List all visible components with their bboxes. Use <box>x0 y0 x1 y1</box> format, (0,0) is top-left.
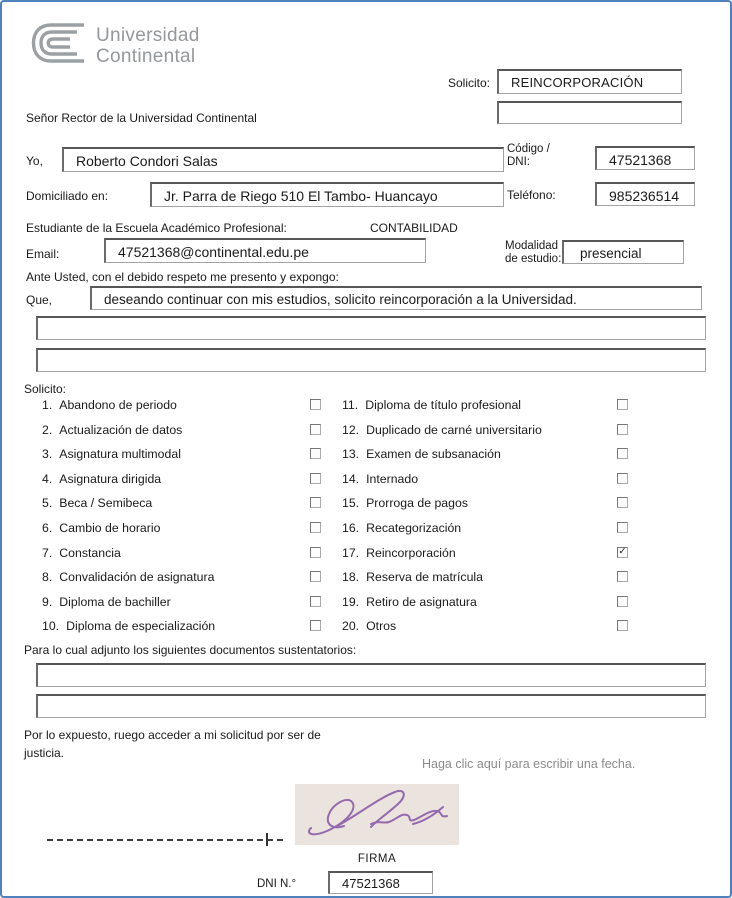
signature-dashed-line <box>47 839 283 841</box>
checklist-item-13 <box>342 447 628 472</box>
checklist-left-column <box>42 398 321 644</box>
checklist-item-15 <box>342 496 628 521</box>
request-extra-field-2[interactable] <box>36 348 706 372</box>
escuela-value: CONTABILIDAD <box>370 221 458 235</box>
item-label: Examen de subsanación <box>366 447 501 462</box>
request-text-field[interactable]: deseando continuar con mis estudios, solicito reincorporación a la Universidad. <box>90 286 702 310</box>
intro-line: Ante Usted, con el debido respeto me presento y expongo: <box>26 270 339 284</box>
checkbox[interactable] <box>310 620 321 631</box>
codigo-dni-field[interactable]: 47521368 <box>595 146 695 170</box>
closing-line-2: justicia. <box>24 746 65 760</box>
checkbox[interactable] <box>617 596 628 607</box>
item-label: Duplicado de carné universitario <box>366 422 542 437</box>
checklist-title: Solicito: <box>24 382 67 396</box>
item-label: Diploma de bachiller <box>59 594 171 609</box>
checkbox[interactable] <box>310 497 321 508</box>
universidad-continental-logo-icon <box>30 20 86 71</box>
item-number: 3. <box>42 447 53 462</box>
checklist-item-11 <box>342 398 628 423</box>
checkbox[interactable] <box>310 596 321 607</box>
item-number: 13. <box>342 447 360 462</box>
item-number: 2. <box>42 422 53 437</box>
item-number: 8. <box>42 570 53 585</box>
modalidad-field[interactable]: presencial <box>562 240 684 264</box>
checklist-item-9 <box>42 595 321 620</box>
checklist-right-column <box>342 398 628 644</box>
checklist-item-4 <box>42 472 321 497</box>
checklist-item-18 <box>342 570 628 595</box>
dni-field[interactable]: 47521368 <box>328 871 433 894</box>
item-label: Cambio de horario <box>59 520 161 535</box>
item-label: Retiro de asignatura <box>366 594 477 609</box>
escuela-label: Estudiante de la Escuela Académico Profesional: <box>26 221 287 235</box>
item-number: 5. <box>42 496 53 511</box>
checkbox[interactable] <box>310 424 321 435</box>
signature-image <box>295 784 459 845</box>
checkbox[interactable] <box>617 522 628 533</box>
checkbox[interactable] <box>310 448 321 459</box>
item-label: Diploma de especialización <box>66 619 216 634</box>
solicito-value-field[interactable]: REINCORPORACIÓN <box>497 69 682 94</box>
modalidad-label: Modalidad de estudio: <box>505 240 562 265</box>
email-field[interactable]: 47521368@continental.edu.pe <box>104 238 426 263</box>
checkbox[interactable] <box>617 620 628 631</box>
checkbox[interactable] <box>617 448 628 459</box>
checkbox[interactable] <box>617 399 628 410</box>
checklist-item-14 <box>342 472 628 497</box>
item-number: 10. <box>42 619 60 634</box>
checklist-item-6 <box>42 521 321 546</box>
checkbox[interactable] <box>617 497 628 508</box>
solicito-header-label: Solicito: <box>447 76 490 90</box>
checklist-item-12 <box>342 423 628 448</box>
item-number: 6. <box>42 520 53 535</box>
item-label: Abandono de periodo <box>59 398 177 412</box>
addressee-line: Señor Rector de la Universidad Continental <box>26 111 257 125</box>
checklist-item-1 <box>42 398 321 423</box>
item-label: Prorroga de pagos <box>366 496 468 511</box>
item-number: 9. <box>42 594 53 609</box>
checkbox[interactable] <box>617 547 628 558</box>
checkbox[interactable] <box>617 571 628 582</box>
que-label: Que, <box>26 293 53 307</box>
email-label: Email: <box>26 247 60 261</box>
item-number: 19. <box>342 594 360 609</box>
attachment-field-2[interactable] <box>36 694 706 718</box>
item-label: Reincorporación <box>366 545 456 560</box>
item-number: 14. <box>342 471 360 486</box>
address-field[interactable]: Jr. Parra de Riego 510 El Tambo- Huancayo <box>150 182 504 207</box>
checkbox[interactable] <box>310 522 321 533</box>
checklist-item-16 <box>342 521 628 546</box>
item-label: Otros <box>366 619 397 634</box>
checklist-item-20 <box>342 619 628 644</box>
item-label: Diploma de título profesional <box>365 398 522 412</box>
checkbox[interactable] <box>617 424 628 435</box>
checklist-item-3 <box>42 447 321 472</box>
item-number: 18. <box>342 570 360 585</box>
item-number: 1. <box>42 398 53 412</box>
firma-label: FIRMA <box>357 853 397 865</box>
name-field[interactable]: Roberto Condori Salas <box>62 147 504 172</box>
university-logo <box>30 20 200 71</box>
item-number: 11. <box>342 398 359 412</box>
checklist-item-7 <box>42 546 321 571</box>
item-label: Reserva de matrícula <box>366 570 483 585</box>
item-number: 15. <box>342 496 360 511</box>
signature-line-tick <box>266 833 268 846</box>
solicito-extra-field[interactable] <box>497 101 682 124</box>
checkbox[interactable] <box>310 473 321 484</box>
university-logo-text: Universidad Continental <box>96 24 200 67</box>
codigo-dni-label: Código / DNI: <box>507 143 550 168</box>
item-label: Actualización de datos <box>59 422 183 437</box>
dni-label: DNI N.° <box>257 878 297 890</box>
checklist-item-17 <box>342 546 628 571</box>
item-number: 4. <box>42 471 53 486</box>
checkbox[interactable] <box>617 473 628 484</box>
item-label: Internado <box>366 471 419 486</box>
telefono-field[interactable]: 985236514 <box>595 182 695 206</box>
item-number: 17. <box>342 545 360 560</box>
telefono-label: Teléfono: <box>507 188 556 202</box>
closing-line-1: Por lo expuesto, ruego acceder a mi solicitud por ser de <box>24 728 321 742</box>
checklist-item-10 <box>42 619 321 644</box>
date-picker-placeholder[interactable]: Haga clic aquí para escribir una fecha. <box>422 757 636 771</box>
checkbox[interactable] <box>310 547 321 558</box>
checklist-item-19 <box>342 595 628 620</box>
attachments-intro: Para lo cual adjunto los siguientes documentos sustentatorios: <box>24 643 357 657</box>
item-label: Beca / Semibeca <box>59 496 153 511</box>
item-label: Convalidación de asignatura <box>59 570 215 585</box>
item-number: 20. <box>342 619 360 634</box>
item-label: Constancia <box>59 545 121 560</box>
checklist-item-8 <box>42 570 321 595</box>
item-label: Asignatura multimodal <box>59 447 181 462</box>
checkbox[interactable] <box>310 571 321 582</box>
item-number: 12. <box>342 422 360 437</box>
checkbox[interactable] <box>310 399 321 410</box>
checklist-item-5 <box>42 496 321 521</box>
item-label: Recategorización <box>366 520 462 535</box>
item-number: 16. <box>342 520 360 535</box>
item-number: 7. <box>42 545 53 560</box>
domicilio-label: Domiciliado en: <box>26 189 109 203</box>
checklist-item-2 <box>42 423 321 448</box>
attachment-field-1[interactable] <box>36 663 706 687</box>
yo-label: Yo, <box>26 154 43 168</box>
request-extra-field-1[interactable] <box>36 316 706 340</box>
item-label: Asignatura dirigida <box>59 471 162 486</box>
